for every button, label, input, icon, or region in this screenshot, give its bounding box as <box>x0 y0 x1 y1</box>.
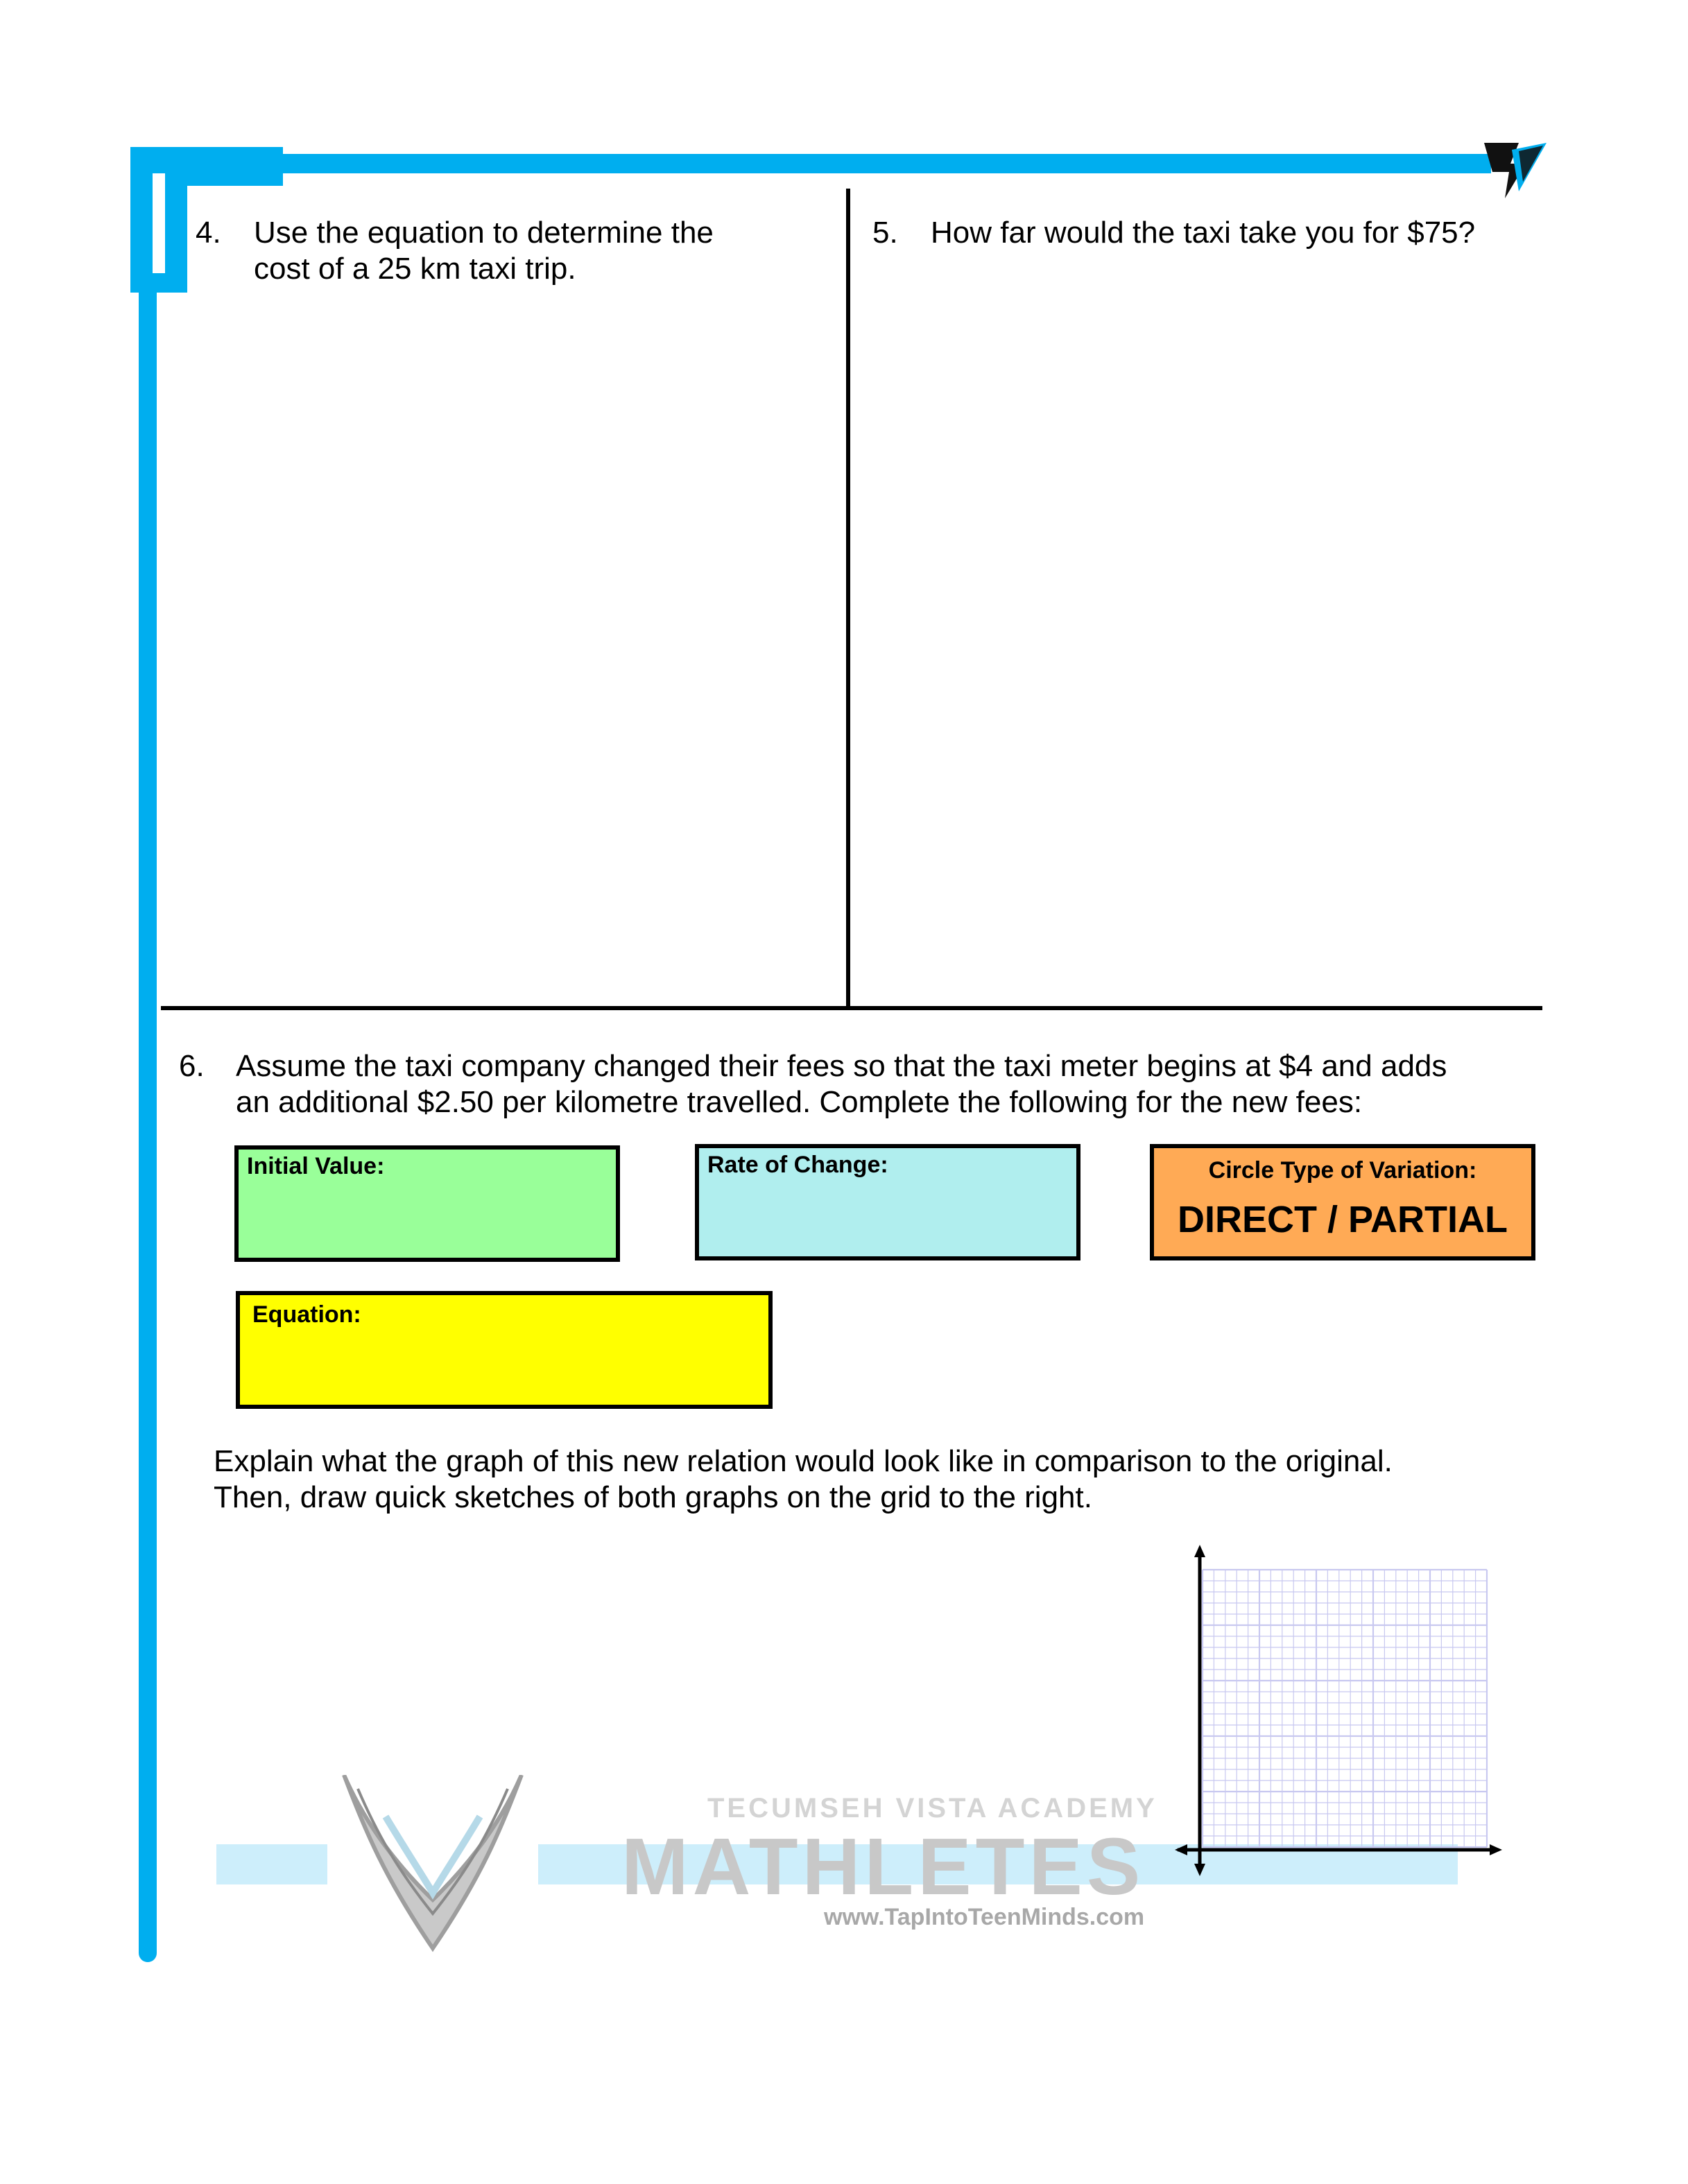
watermark-left-band <box>216 1844 327 1884</box>
variation-type-label: Circle Type of Variation: <box>1208 1157 1477 1184</box>
y-axis-top-arrow <box>1194 1545 1205 1557</box>
y-axis-bottom-arrow <box>1194 1864 1205 1876</box>
question-5-line-1: How far would the taxi take you for $75? <box>931 216 1476 250</box>
question-6-line-1: Assume the taxi company changed their fees so that the taxi meter begins at $4 and adds <box>236 1049 1447 1083</box>
watermark-wings-icon <box>337 1775 528 1955</box>
variation-options[interactable]: DIRECT / PARTIAL <box>1178 1199 1508 1240</box>
tecumseh-vista-logo-icon <box>1477 136 1553 205</box>
x-axis-right-arrow <box>1490 1844 1502 1855</box>
question-4-line-1: Use the equation to determine the <box>254 216 714 250</box>
frame-corner-left <box>130 147 153 293</box>
explain-line-1: Explain what the graph of this new relation would look like in comparison to the original. <box>214 1444 1393 1478</box>
rate-of-change-label: Rate of Change: <box>707 1152 888 1178</box>
initial-value-label: Initial Value: <box>247 1153 385 1179</box>
equation-label: Equation: <box>252 1301 361 1328</box>
question-5-number: 5. <box>872 216 898 250</box>
equation-box[interactable] <box>236 1291 773 1409</box>
frame-top-bar <box>132 154 1491 173</box>
frame-corner-outer <box>130 147 283 169</box>
explain-line-2: Then, draw quick sketches of both graphs on the grid to the right. <box>214 1480 1092 1514</box>
x-axis-left-arrow <box>1175 1844 1187 1855</box>
watermark-academy: TECUMSEH VISTA ACADEMY <box>707 1793 1157 1823</box>
rate-of-change-box[interactable] <box>695 1144 1080 1260</box>
question-6-line-2: an additional $2.50 per kilometre travelled. Complete the following for the new fees: <box>236 1085 1363 1119</box>
grid-lines <box>1203 1570 1487 1847</box>
vertical-divider <box>846 189 850 1009</box>
watermark-title: MATHLETES <box>621 1821 1145 1912</box>
frame-left-bar <box>139 284 157 1962</box>
watermark-url: www.TapIntoTeenMinds.com <box>824 1904 1145 1930</box>
initial-value-box[interactable] <box>234 1145 620 1262</box>
question-6-number: 6. <box>179 1049 205 1083</box>
sketch-grid[interactable] <box>1172 1539 1505 1879</box>
question-4-number: 4. <box>196 216 221 250</box>
variation-type-box[interactable] <box>1150 1144 1535 1260</box>
horizontal-divider <box>161 1006 1542 1010</box>
question-4-line-2: cost of a 25 km taxi trip. <box>254 252 576 286</box>
